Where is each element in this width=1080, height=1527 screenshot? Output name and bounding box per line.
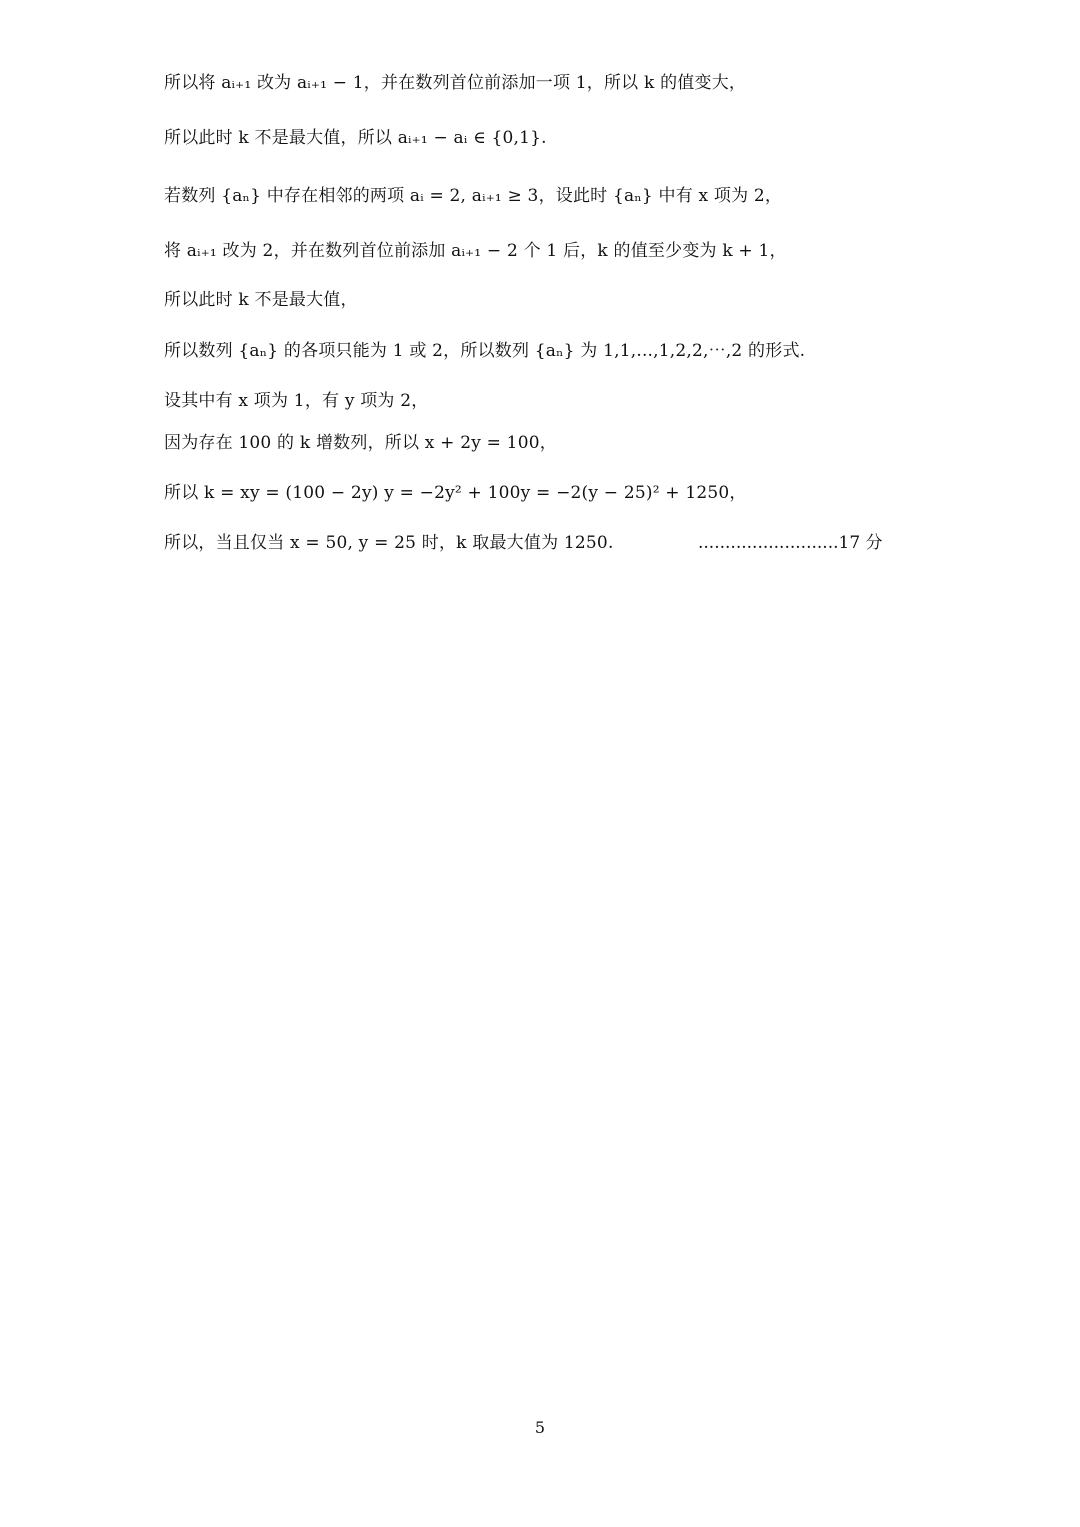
solution-line-1: 所以将 aᵢ₊₁ 改为 aᵢ₊₁ − 1，并在数列首位前添加一项 1，所以 k 的值变大， xyxy=(164,73,747,93)
solution-line-6: 所以数列 {aₙ} 的各项只能为 1 或 2，所以数列 {aₙ} 为 1,1,...,1,2,2,⋯,2 的形式. xyxy=(164,341,806,361)
page-number: 5 xyxy=(534,1418,546,1437)
solution-line-3: 若数列 {aₙ} 中存在相邻的两项 aᵢ = 2, aᵢ₊₁ ≥ 3，设此时 {aₙ} 中有 x 项为 2， xyxy=(164,186,783,206)
solution-line-8: 因为存在 100 的 k 增数列，所以 x + 2y = 100， xyxy=(164,433,557,453)
solution-line-9: 所以 k = xy = (100 − 2y) y = −2y² + 100y = −2(y − 25)² + 1250， xyxy=(164,483,747,503)
score-note: ..........................17 分 xyxy=(698,533,883,553)
solution-line-10: 所以，当且仅当 x = 50, y = 25 时，k 取最大值为 1250. xyxy=(164,533,614,553)
solution-line-5: 所以此时 k 不是最大值， xyxy=(164,290,358,310)
solution-line-2: 所以此时 k 不是最大值，所以 aᵢ₊₁ − aᵢ ∈ {0,1}. xyxy=(164,128,547,148)
solution-line-7: 设其中有 x 项为 1，有 y 项为 2， xyxy=(164,391,429,411)
solution-line-4: 将 aᵢ₊₁ 改为 2，并在数列首位前添加 aᵢ₊₁ − 2 个 1 后，k 的值至少变为 k + 1， xyxy=(164,241,787,261)
